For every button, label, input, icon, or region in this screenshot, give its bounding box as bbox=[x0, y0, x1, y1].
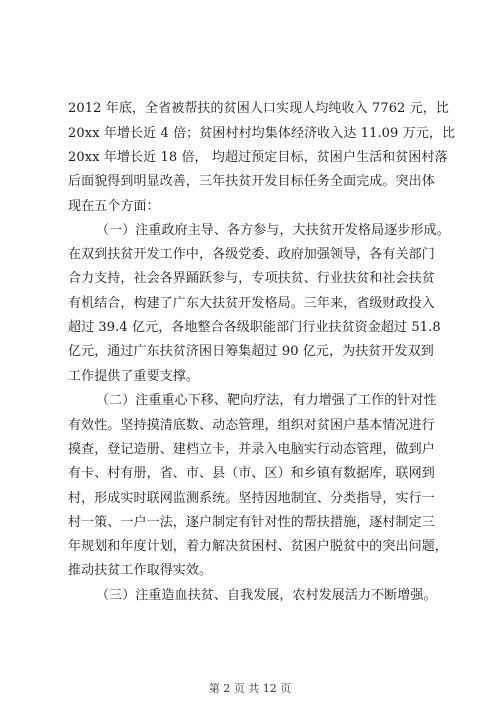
text-line: 有卡、村有册，省、市、县（市、区）和乡镇有数据库，联网到 bbox=[68, 466, 435, 481]
text-line: 村，形成实时联网监测系统。坚持因地制宜、分类指导，实行一 bbox=[68, 491, 435, 506]
text-line: 在双到扶贫开发工作中，各级党委、政府加强领导，各有关部门 bbox=[68, 247, 435, 262]
text-line: 摸查，登记造册、建档立卡，并录入电脑实行动态管理，做到户 bbox=[68, 442, 435, 457]
page-footer: 第 2 页 共 12 页 bbox=[208, 682, 292, 695]
text-line: 亿元，通过广东扶贫济困日筹集超过 90 亿元，为扶贫开发双到 bbox=[68, 344, 434, 359]
text-line: 有机结合，构建了广东大扶贫开发格局。三年来，省级财政投入 bbox=[68, 296, 435, 311]
text-line: 后面貌得到明显改善，三年扶贫开发目标任务全面完成。突出体 bbox=[68, 174, 435, 189]
text-line: 合力支持，社会各界踊跃参与，专项扶贫、行业扶贫和社会扶贫 bbox=[68, 271, 435, 286]
text-line: 现在五个方面： bbox=[68, 199, 160, 214]
paragraph-first-line: （一）注重政府主导、各方参与，大扶贫开发格局逐步形成。 bbox=[96, 223, 450, 238]
text-line: 2012 年底，全省被帮扶的贫困人口实现人均纯收入 7762 元，比 bbox=[68, 101, 449, 116]
text-line: 年规划和年度计划，着力解决贫困村、贫困户脱贫中的突出问题， bbox=[68, 539, 448, 554]
text-line: 有效性。坚持摸清底数、动态管理，组织对贫困户基本情况进行 bbox=[68, 418, 435, 433]
text-line: 推动扶贫工作取得实效。 bbox=[68, 563, 213, 578]
paragraph-first-line: （三）注重造血扶贫、自我发展，农村发展活力不断增强。 bbox=[96, 588, 437, 603]
text-line: 20xx 年增长近 4 倍；贫困村村均集体经济收入达 11.09 万元，比 bbox=[68, 126, 456, 141]
paragraph-first-line: （二）注重重心下移、靶向疗法，有力增强了工作的针对性 bbox=[96, 393, 437, 408]
text-line: 20xx 年增长近 18 倍， 均超过预定目标，贫困户生活和贫困村落 bbox=[68, 150, 448, 165]
text-line: 工作提供了重要支撑。 bbox=[68, 369, 200, 384]
text-line: 村一策、一户一法，逐户制定有针对性的帮扶措施，逐村制定三 bbox=[68, 515, 435, 530]
text-line: 超过 39.4 亿元，各地整合各级职能部门行业扶贫资金超过 51.8 bbox=[68, 320, 441, 335]
